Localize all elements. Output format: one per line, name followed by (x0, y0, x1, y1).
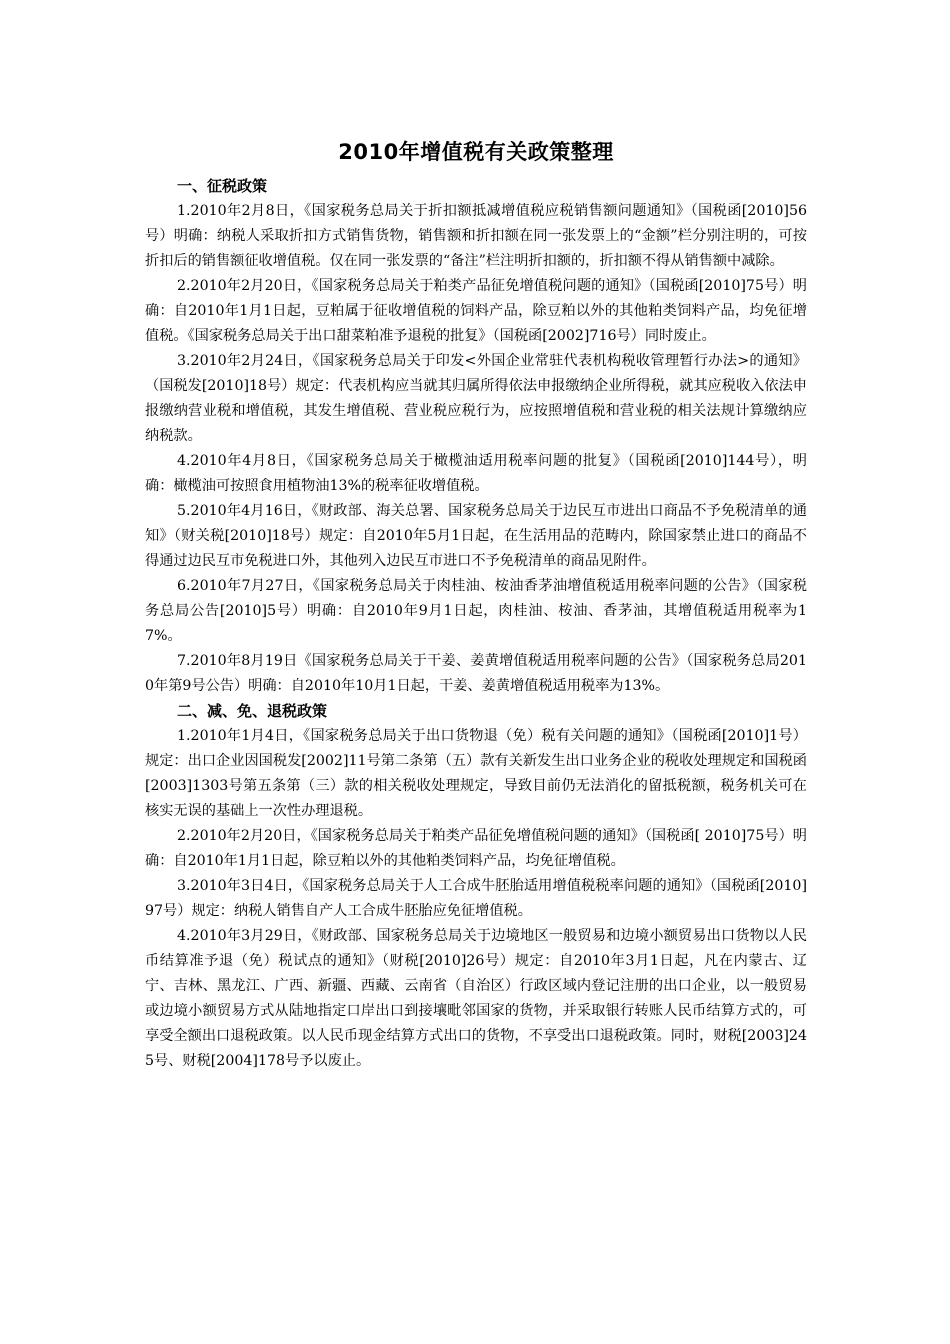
document-page (145, 136, 807, 1074)
section-heading: 一、征税政策 (177, 177, 268, 195)
paragraph: 2.2010年2月20日，《国家税务总局关于粕类产品征免增值税问题的通知》（国税函[ 2010]75号）明确：自2010年1月1日起，除豆粕以外的其他粕类饲料产品，均免征增值税。 (145, 828, 807, 869)
paragraph: 1.2010年1月4日，《国家税务总局关于出口货物退（免）税有关问题的通知》（国税函[2010]1号）规定：出口企业因国税发[2002]11号第二条第（五）款有关新发生出口业务企业的税收处理规定和国税函[2003]1303号第五条第（三）款的相关税收处理规定，导致目前仍无法消化的留抵税额，税务机关可在核实无误的基础上一次性办理退税。 (145, 728, 807, 819)
paragraph: 6.2010年7月27日，《国家税务总局关于肉桂油、桉油香茅油增值税适用税率问题的公告》（国家税务总局公告[2010]5号）明确：自2010年9月1日起，肉桂油、桉油、香茅油，其增值税适用税率为17%。 (145, 578, 807, 644)
section-tax-reduction (145, 699, 807, 1074)
paragraph: 7.2010年8月19日《国家税务总局关于干姜、姜黄增值税适用税率问题的公告》（国家税务总局2010年第9号公告）明确：自2010年10月1日起，干姜、姜黄增值税适用税率为13%。 (145, 653, 807, 694)
paragraph: 4.2010年4月8日，《国家税务总局关于橄榄油适用税率问题的批复》（国税函[2010]144号），明确：橄榄油可按照食用植物油13%的税率征收增值税。 (145, 453, 807, 494)
document-title: 2010年增值税有关政策整理 (338, 140, 614, 164)
paragraph: 4.2010年3月29日，《财政部、国家税务总局关于边境地区一般贸易和边境小额贸易出口货物以人民币结算准予退（免）税试点的通知》（财税[2010]26号）规定：自2010年3月1日起，凡在内蒙古、辽宁、吉林、黑龙江、广西、新疆、西藏、云南省（自治区）行政区域内登记注册的出口企业，以一般贸易或边境小额贸易方式从陆地指定口岸出口到接壤毗邻国家的货物，并采取银行转账人民币结算方式的，可享受全额出口退税政策。以人民币现金结算方式出口的货物，不享受出口退税政策。同时，财税[2003]245号、财税[2004]178号予以废止。 (145, 928, 807, 1069)
paragraph: 1.2010年2月8日，《国家税务总局关于折扣额抵减增值税应税销售额问题通知》（国税函[2010]56号）明确：纳税人采取折扣方式销售货物，销售额和折扣额在同一张发票上的“金额”栏分别注明的，可按折扣后的销售额征收增值税。仅在同一张发票的“备注”栏注明折扣额的，折扣额不得从销售额中减除。 (145, 203, 807, 269)
paragraph: 3.2010年2月24日，《国家税务总局关于印发<外国企业常驻代表机构税收管理暂行办法>的通知》（国税发[2010]18号）规定：代表机构应当就其归属所得依法申报缴纳企业所得税，就其应税收入依法申报缴纳营业税和增值税，其发生增值税、营业税应税行为，应按照增值税和营业税的相关法规计算缴纳应纳税款。 (145, 353, 807, 444)
paragraph: 2.2010年2月20日，《国家税务总局关于粕类产品征免增值税问题的通知》（国税函[2010]75号）明确：自2010年1月1日起，豆粕属于征收增值税的饲料产品，除豆粕以外的其他粕类饲料产品，均免征增值税。《国家税务总局关于出口甜菜粕准予退税的批复》（国税函[2002]716号）同时废止。 (145, 278, 807, 344)
paragraph: 5.2010年4月16日，《财政部、海关总署、国家税务总局关于边民互市进出口商品不予免税清单的通知》（财关税[2010]18号）规定：自2010年5月1日起，在生活用品的范畴内，除国家禁止进口的商品不得通过边民互市免税进口外，其他列入边民互市进口不予免税清单的商品见附件。 (145, 503, 807, 569)
section-tax-collection (145, 174, 807, 699)
section-heading: 二、减、免、退税政策 (177, 702, 328, 720)
paragraph: 3.2010年3日4日，《国家税务总局关于人工合成牛胚胎适用增值税税率问题的通知》（国税函[2010]97号）规定：纳税人销售自产人工合成牛胚胎应免征增值税。 (145, 878, 807, 919)
